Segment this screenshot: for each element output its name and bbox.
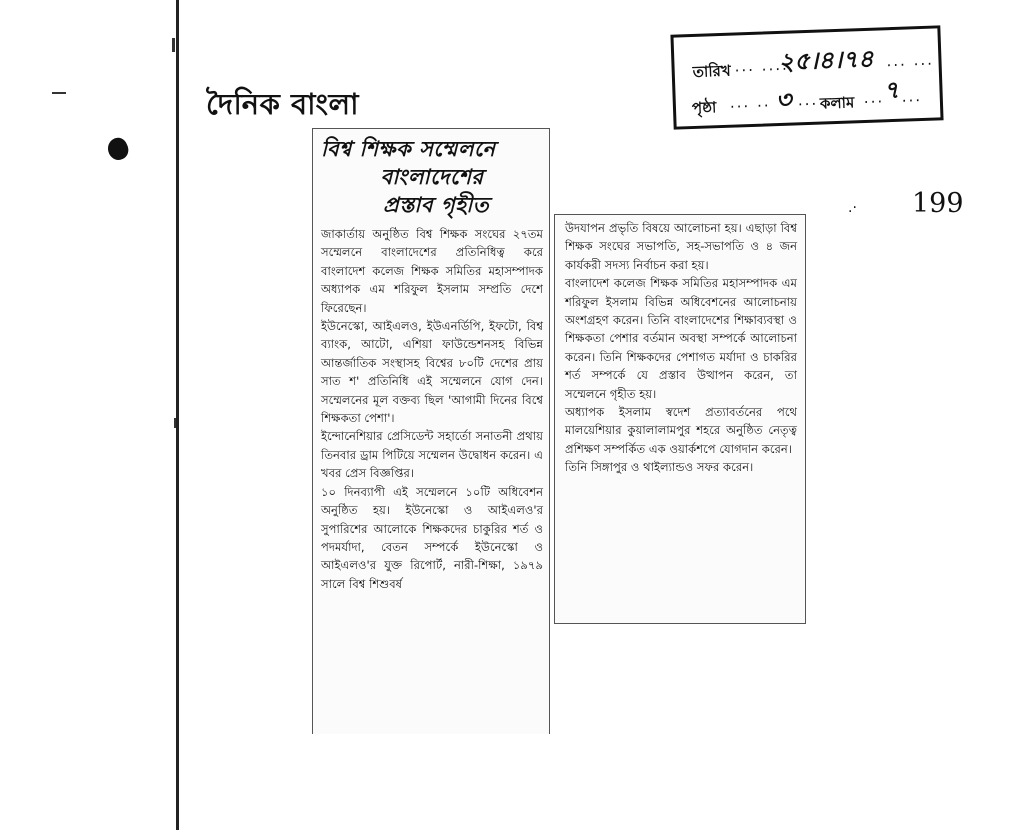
headline-line-1: বিশ্ব শিক্ষক সম্মেলনে: [321, 136, 496, 161]
stamp-page-label: পৃষ্ঠা: [691, 98, 717, 118]
stamp-page-row: [687, 74, 928, 123]
article-paragraph: তিনি সিঙ্গাপুর ও থাইল্যান্ডও সফর করেন।: [565, 460, 754, 475]
headline-line-3: প্রস্তাব গৃহীত: [383, 192, 489, 217]
stamp-dots: ...: [797, 90, 819, 110]
article-paragraph: ইউনেস্কো, আইএলও, ইউএনর্ডিপি, ইফটো, বিশ্ব ব্যাংক, আটো, এশিয়া ফাউন্ডেশনসহ বিভিন্ন আন্তর্জাতিক সংস্থাসহ বিশ্বের ৮০টি দেশের প্রায় সাত শ' প্রতিনিধি এই সম্মেলনে যোগ দেন। সম্মেলনের মূল বক্তব্য ছিল 'আগামী দিনের বিশ্বে শিক্ষকতা পেশা'।: [321, 319, 543, 426]
scan-edge-mark: [52, 92, 66, 94]
stamp-column-value: ৭: [882, 74, 900, 105]
headline-line-2: বাংলাদেশের: [380, 164, 484, 189]
scan-speck: .·: [848, 200, 857, 216]
stamp-page-value: ৩: [775, 84, 792, 115]
scan-edge-mark: [172, 38, 175, 52]
archive-page-number: 199: [912, 188, 964, 219]
stamp-date-value: ২৫।৪।৭৪: [777, 43, 874, 76]
stamp-dots: ... ..: [729, 92, 771, 112]
archive-stamp: [670, 25, 943, 129]
newspaper-name: দৈনিক বাংলা: [206, 87, 360, 121]
article-paragraph: উদযাপন প্রভৃতি বিষয়ে আলোচনা হয়। এছাড়া বিশ্ব শিক্ষক সংঘের সভাপতি, সহ-সভাপতি ও ৪ জন কার্যকরী সদস্য নির্বাচন করা হয়।: [565, 221, 797, 272]
scan-edge-mark: [174, 418, 176, 428]
article-column-2: [554, 214, 806, 624]
article-paragraph: ১০ দিনব্যাপী এই সম্মেলনে ১০টি অধিবেশন অনুষ্ঠিত হয়। ইউনেস্কো ও আইএলও'র সুপারিশের আলোকে শিক্ষকদের চাকুরির শর্ত ও পদমর্যাদা, বেতন সম্পর্কে ইউনেস্কো ও আইএলও'র যুক্ত রিপোর্ট, নারী-শিক্ষা, ১৯৭৯ সালে বিশ্ব শিশুবর্ষ: [321, 484, 543, 591]
article-paragraph: অধ্যাপক ইসলাম স্বদেশ প্রত্যাবর্তনের পথে মালয়েশিয়ার কুয়ালালামপুর শহরে অনুষ্ঠিত নেতৃত্ব প্রশিক্ষণ সম্পর্কিত এক ওয়ার্কশপে যোগদান করেন।: [565, 405, 797, 456]
article-paragraph: জাকার্তায় অনুষ্ঠিত বিশ্ব শিক্ষক সংঘের ২৭তম সম্মেলনে বাংলাদেশের প্রতিনিধিত্ব করে বাংলাদেশ কলেজ শিক্ষক সমিতির মহাসম্পাদক অধ্যাপক এম শরিফুল ইসলাম সম্প্রতি দেশে ফিরেছেন।: [321, 227, 543, 315]
article-paragraph: ইন্দোনেশিয়ার প্রেসিডেন্ট সহার্তো সনাতনী প্রথায় তিনবার ড্রাম পিটিয়ে সম্মেলন উদ্বোধন করেন। এ খবর প্রেস বিজ্ঞপ্তির।: [321, 429, 543, 481]
stamp-date-label: তারিখ: [692, 61, 732, 81]
article-paragraph: বাংলাদেশ কলেজ শিক্ষক সমিতির মহাসম্পাদক এম শরিফুল ইসলাম বিভিন্ন অধিবেশনের আলোচনায় অংশগ্রহণ করেন। তিনি বাংলাদেশের শিক্ষাব্যবস্থা ও শিক্ষকতা পেশার বর্তমান অবস্থা সম্পর্কে আলোচনা করেন। তিনি শিক্ষকদের পেশাগত মর্যাদা ও চাকরির শর্ত সম্পর্কে যে প্রস্তাব উত্থাপন করেন, তা সম্মেলনে গৃহীত হয়।: [565, 276, 797, 401]
scan-edge-line: [176, 0, 179, 830]
stamp-dots: ...: [863, 88, 885, 108]
stamp-column-label: কলাম: [819, 93, 855, 113]
article-column-1: [312, 128, 550, 734]
stamp-dots: ... ...: [886, 50, 935, 71]
ink-blot: [104, 135, 131, 163]
stamp-dots: ...: [901, 87, 923, 106]
stamp-dots: ... ....: [734, 55, 790, 76]
